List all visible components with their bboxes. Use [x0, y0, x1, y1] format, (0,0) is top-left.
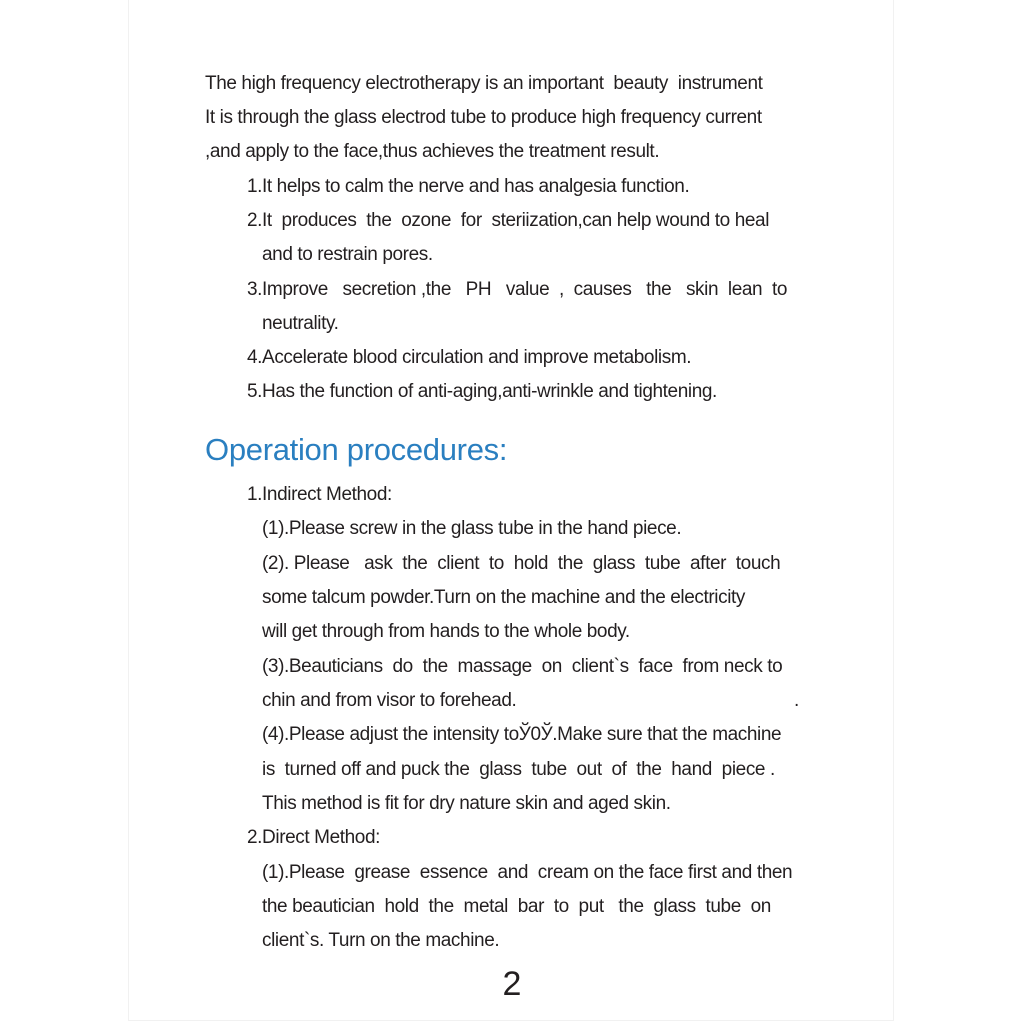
indirect-step-3-line-1: (3).Beauticians do the massage on client`s face from neck to	[262, 656, 783, 677]
section-heading-operation-procedures: Operation procedures:	[205, 432, 508, 467]
benefit-item-4: 4.Accelerate blood circulation and improve metabolism.	[247, 347, 692, 368]
intro-line-3: ,and apply to the face,thus achieves the treatment result.	[205, 141, 660, 162]
indirect-step-3-line-2: chin and from visor to forehead.	[262, 690, 517, 711]
benefit-item-1: 1.It helps to calm the nerve and has analgesia function.	[247, 176, 690, 197]
page-number: 2	[502, 965, 522, 1003]
indirect-step-4-line-2: is turned off and puck the glass tube out of the hand piece .	[262, 759, 775, 780]
indirect-step-4-line-1: (4).Please adjust the intensity toЎ0Ў.Make sure that the machine	[262, 724, 782, 745]
intro-line-2: It is through the glass electrod tube to produce high frequency current	[205, 107, 762, 128]
intro-line-1: The high frequency electrotherapy is an important beauty instrument	[205, 73, 763, 94]
direct-step-1-line-2: the beautician hold the metal bar to put the glass tube on	[262, 896, 771, 917]
indirect-step-2-line-3: will get through from hands to the whole body.	[262, 621, 630, 642]
indirect-step-2-line-1: (2). Please ask the client to hold the glass tube after touch	[262, 553, 781, 574]
benefit-item-2-cont: and to restrain pores.	[262, 244, 433, 265]
indirect-step-1: (1).Please screw in the glass tube in the hand piece.	[262, 518, 682, 539]
benefit-item-3-cont: neutrality.	[262, 313, 339, 334]
benefit-item-5: 5.Has the function of anti-aging,anti-wrinkle and tightening.	[247, 381, 717, 402]
direct-step-1-line-3: client`s. Turn on the machine.	[262, 930, 500, 951]
direct-method-title: 2.Direct Method:	[247, 827, 380, 848]
benefit-item-3: 3.Improve secretion ,the PH value , causes the skin lean to	[247, 279, 788, 300]
indirect-step-4-line-3: This method is fit for dry nature skin and aged skin.	[262, 793, 671, 814]
direct-step-1-line-1: (1).Please grease essence and cream on the face first and then	[262, 862, 793, 883]
benefit-item-2: 2.It produces the ozone for steriization,can help wound to heal	[247, 210, 770, 231]
indirect-method-title: 1.Indirect Method:	[247, 484, 392, 505]
indirect-step-3-stray-dot: .	[794, 690, 799, 711]
indirect-step-2-line-2: some talcum powder.Turn on the machine and the electricity	[262, 587, 746, 608]
